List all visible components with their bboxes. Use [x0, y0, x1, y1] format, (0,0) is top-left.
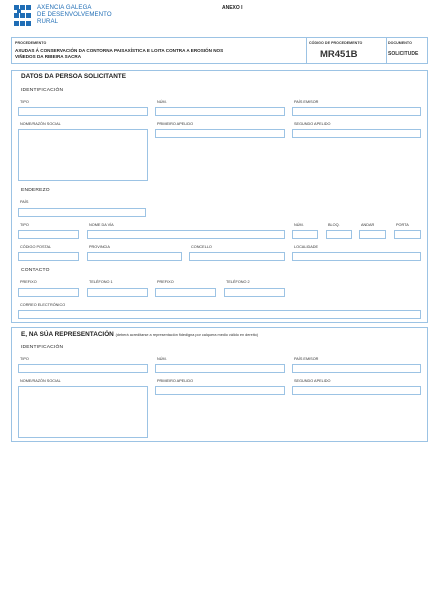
rep-primeiro-apelido-input[interactable]: [155, 386, 285, 395]
rep-identification-heading: IDENTIFICACIÓN: [21, 345, 64, 350]
telefono2-input[interactable]: [224, 288, 285, 297]
primeiro-apelido-label: PRIMEIRO APELIDO: [157, 122, 194, 126]
num-input[interactable]: [155, 107, 285, 116]
rep-tipo-label: TIPO: [20, 357, 29, 361]
prefixo2-label: PREFIXO: [157, 280, 174, 284]
porta-label: PORTA: [396, 223, 409, 227]
xunta-logo-icon: [14, 5, 32, 26]
annex-label: ANEXO I: [222, 5, 243, 11]
pais-label: PAÍS: [20, 200, 29, 204]
num-label: NÚM.: [157, 100, 167, 104]
rep-nome-input[interactable]: [18, 386, 148, 438]
procedure-label: PROCEDEMENTO: [15, 41, 47, 45]
rep-num-input[interactable]: [155, 364, 285, 373]
procedure-code: MR451B: [320, 49, 358, 60]
tipo-input[interactable]: [18, 107, 148, 116]
procedure-header: [11, 37, 428, 64]
nome-via-input[interactable]: [87, 230, 285, 239]
nome-label: NOME/RAZÓN SOCIAL: [20, 122, 61, 126]
procedure-code-label: CÓDIGO DE PROCEDEMENTO: [309, 41, 363, 45]
concello-label: CONCELLO: [191, 245, 212, 249]
pais-input[interactable]: [18, 208, 146, 217]
tipo-via-label: TIPO: [20, 223, 29, 227]
email-label: CORREO ELECTRÓNICO: [20, 303, 66, 307]
telefono1-input[interactable]: [87, 288, 148, 297]
segundo-apelido-label: SEGUNDO APELIDO: [294, 122, 331, 126]
primeiro-apelido-input[interactable]: [155, 129, 285, 138]
provincia-label: PROVINCIA: [89, 245, 110, 249]
rep-segundo-apelido-input[interactable]: [292, 386, 421, 395]
telefono1-label: TELÉFONO 1: [89, 280, 113, 284]
contact-heading: CONTACTO: [21, 268, 50, 273]
provincia-input[interactable]: [87, 252, 182, 261]
address-heading: ENDEREZO: [21, 188, 50, 193]
pais-emisor-input[interactable]: [292, 107, 421, 116]
document-type: SOLICITUDE: [388, 51, 419, 57]
rep-primeiro-apelido-label: PRIMEIRO APELIDO: [157, 379, 194, 383]
tipo-via-input[interactable]: [18, 230, 79, 239]
identification-heading: IDENTIFICACIÓN: [21, 88, 64, 93]
nome-input[interactable]: [18, 129, 148, 181]
localidade-label: LOCALIDADE: [294, 245, 319, 249]
segundo-apelido-input[interactable]: [292, 129, 421, 138]
num-via-label: NÚM.: [294, 223, 304, 227]
localidade-input[interactable]: [292, 252, 421, 261]
pais-emisor-label: PAÍS EMISOR: [294, 100, 319, 104]
nome-via-label: NOME DA VÍA: [89, 223, 114, 227]
andar-input[interactable]: [359, 230, 386, 239]
rep-pais-emisor-input[interactable]: [292, 364, 421, 373]
tipo-label: TIPO: [20, 100, 29, 104]
procedure-title: AXUDAS Á CONSERVACIÓN DA CONTORNA PAISAXÍSTICA E LOITA CONTRA A EROSIÓN NOS VIÑEDOS DA RIBEIRA SACRA: [15, 48, 224, 59]
prefixo1-label: PREFIXO: [20, 280, 37, 284]
applicant-title: DATOS DA PERSOA SOLICITANTE: [21, 73, 126, 80]
document-label: DOCUMENTO: [388, 41, 412, 45]
rep-nome-label: NOME/RAZÓN SOCIAL: [20, 379, 61, 383]
concello-input[interactable]: [189, 252, 285, 261]
rep-segundo-apelido-label: SEGUNDO APELIDO: [294, 379, 331, 383]
rep-num-label: NÚM.: [157, 357, 167, 361]
codigo-postal-input[interactable]: [18, 252, 79, 261]
prefixo2-input[interactable]: [155, 288, 216, 297]
bloq-input[interactable]: [326, 230, 352, 239]
agency-name: AXENCIA GALEGA DE DESENVOLVEMENTO RURAL: [37, 4, 112, 25]
rep-tipo-input[interactable]: [18, 364, 148, 373]
prefixo1-input[interactable]: [18, 288, 79, 297]
telefono2-label: TELÉFONO 2: [226, 280, 250, 284]
email-input[interactable]: [18, 310, 421, 319]
rep-pais-emisor-label: PAÍS EMISOR: [294, 357, 319, 361]
bloq-label: BLOQ.: [328, 223, 340, 227]
andar-label: ANDAR: [361, 223, 375, 227]
codigo-postal-label: CÓDIGO POSTAL: [20, 245, 52, 249]
num-via-input[interactable]: [292, 230, 318, 239]
representative-note: (deberá acreditarse a representación fidedigna por calquera medio válido en dereito): [115, 333, 259, 337]
representative-title: E, NA SÚA REPRESENTACIÓN (deberá acreditarse a representación fidedigna por calquera medio válido en dereito): [21, 331, 259, 338]
porta-input[interactable]: [394, 230, 421, 239]
